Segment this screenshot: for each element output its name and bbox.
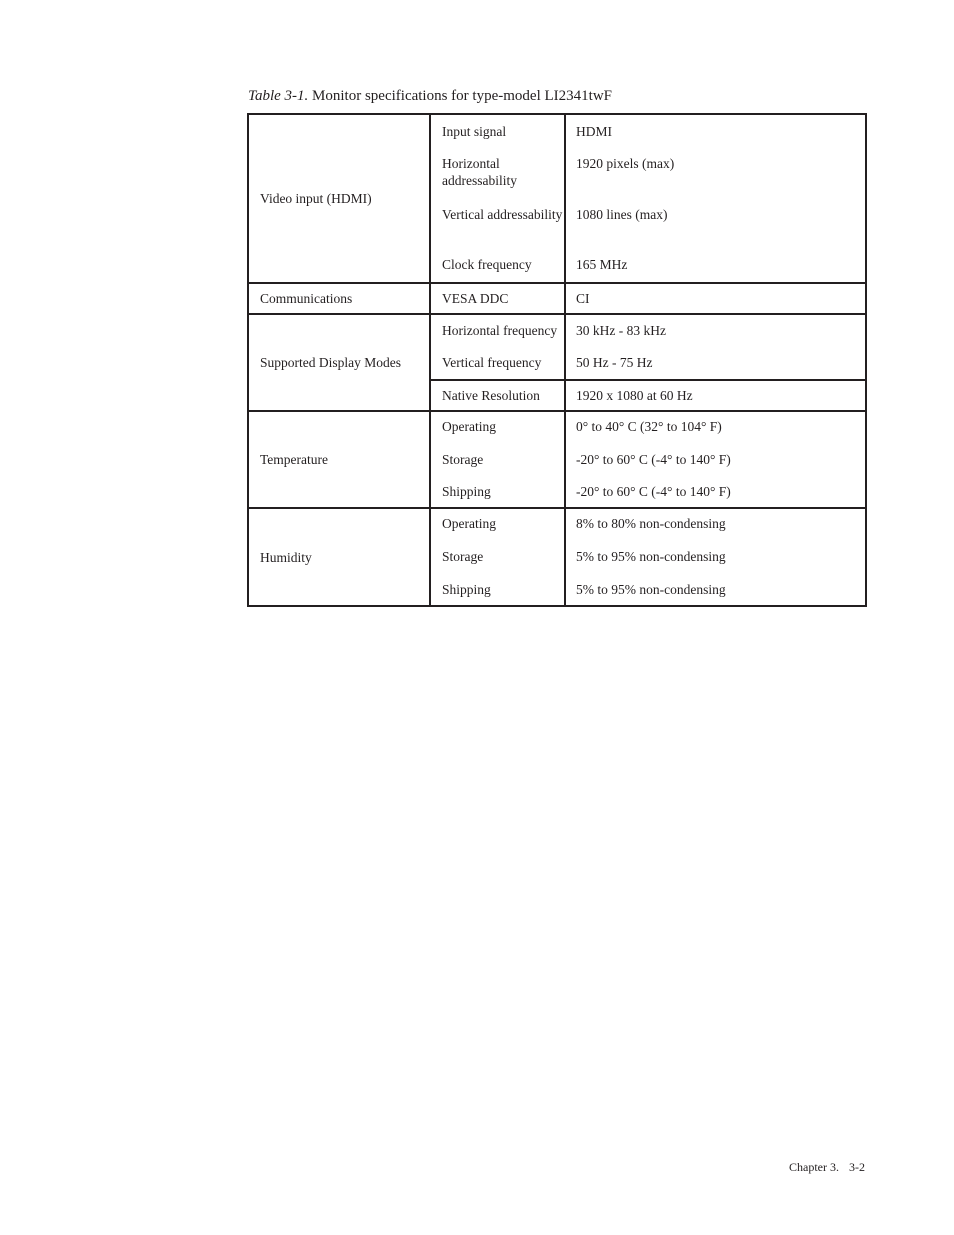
group-label-humidity: Humidity [248,508,430,606]
spec-name: Native Resolution [430,380,565,411]
group-label-video-input: Video input (HDMI) [248,114,430,283]
table-caption-label: Table 3-1. [248,88,309,104]
group-label-display-modes: Supported Display Modes [248,314,430,411]
footer-chapter: Chapter 3. [789,1160,839,1174]
spec-name: Shipping [430,477,565,508]
spec-value: 1920 pixels (max) [565,148,866,199]
spec-value: 30 kHz - 83 kHz [565,314,866,347]
spec-name: Operating [430,411,565,444]
table-caption [248,86,612,106]
spec-name: Horizontal frequency [430,314,565,347]
spec-value: 165 MHz [565,249,866,283]
spec-value: -20° to 60° C (-4° to 140° F) [565,444,866,477]
spec-value: 1080 lines (max) [565,199,866,249]
spec-name: Storage [430,541,565,575]
spec-value: HDMI [565,114,866,148]
page-footer [789,1159,865,1175]
group-label-communications: Communications [248,283,430,314]
spec-name: VESA DDC [430,283,565,314]
spec-name: Storage [430,444,565,477]
spec-value: 5% to 95% non-condensing [565,575,866,606]
group-label-temperature: Temperature [248,411,430,508]
spec-name: Vertical addressability [430,199,565,249]
spec-name: Clock frequency [430,249,565,283]
spec-value: 50 Hz - 75 Hz [565,347,866,380]
spec-name: Vertical frequency [430,347,565,380]
spec-value: 8% to 80% non-condensing [565,508,866,541]
spec-value: 5% to 95% non-condensing [565,541,866,575]
spec-name: Shipping [430,575,565,606]
table-caption-text: Monitor specifications for type-model LI2341twF [312,88,612,104]
spec-value: 0° to 40° C (32° to 104° F) [565,411,866,444]
spec-name: Horizontal addressability [430,148,565,199]
spec-name: Input signal [430,114,565,148]
monitor-spec-table [247,113,867,607]
spec-name: Operating [430,508,565,541]
spec-value: CI [565,283,866,314]
spec-value: -20° to 60° C (-4° to 140° F) [565,477,866,508]
spec-value: 1920 x 1080 at 60 Hz [565,380,866,411]
page-number: 3-2 [849,1160,865,1174]
